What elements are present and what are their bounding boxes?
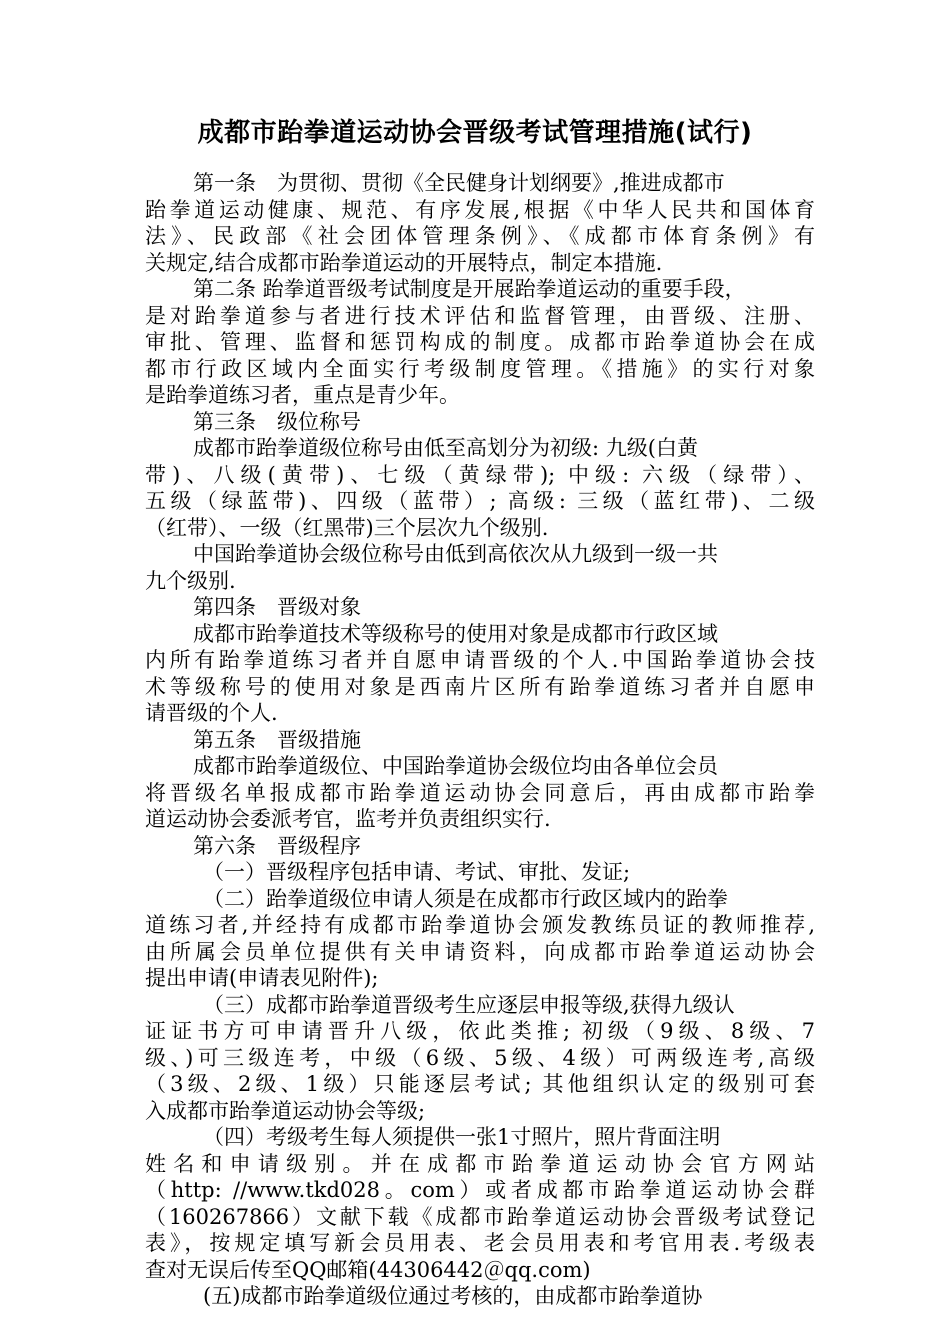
article-heading: 第四条 晋级对象 — [193, 595, 361, 619]
paragraph-line: 级、)可三级连考，中级（6级、5级、4级）可两级连考,高级 — [145, 1045, 815, 1070]
paragraph-line: 五级（绿蓝带)、四级（蓝带）; 高级: 三级（蓝红带)、二级 — [145, 489, 815, 513]
article-heading: 第五条 晋级措施 — [193, 727, 361, 752]
paragraph-line: 成都市跆拳道级位称号由低至高划分为初级: 九级(白黄 — [193, 436, 698, 460]
paragraph-line: 关规定,结合成都市跆拳道运动的开展特点，制定本措施. — [145, 250, 663, 275]
paragraph-line: （三）成都市跆拳道晋级考生应逐层申报等级,获得九级认 — [203, 992, 735, 1017]
paragraph-line: 都市行政区域内全面实行考级制度管理。《措施》的实行对象 — [145, 356, 815, 381]
paragraph-line: 道练习者,并经持有成都市跆拳道协会颁发教练员证的教师推荐, — [145, 913, 815, 937]
paragraph-line: 审批、管理、监督和惩罚构成的制度。成都市跆拳道协会在成 — [145, 330, 815, 354]
paragraph-line: （红带）、一级（红黑带)三个层次九个级别. — [145, 515, 549, 540]
paragraph-line: (五)成都市跆拳道级位通过考核的，由成都市跆拳道协 — [203, 1284, 703, 1308]
article-heading: 第六条 晋级程序 — [193, 833, 361, 858]
paragraph-line: 查对无误后传至QQ邮箱(44306442＠qq.com) — [145, 1257, 591, 1282]
paragraph-line: 成都市跆拳道级位、中国跆拳道协会级位均由各单位会员 — [193, 754, 718, 778]
paragraph-line: 术等级称号的使用对象是西南片区所有跆拳道练习者并自愿申 — [145, 674, 815, 699]
paragraph-line: 带)、八级(黄带)、七级（黄绿带); 中级: 六级（绿带）、 — [145, 462, 815, 487]
paragraph-line: 表》，按规定填写新会员用表、老会员用表和考官用表.考级表 — [145, 1231, 815, 1255]
article-heading: 第三条 级位称号 — [193, 409, 361, 434]
paragraph-line: 请晋级的个人. — [145, 701, 278, 725]
paragraph-line: （http: //www.tkd028。com）或者成都市跆拳道运动协会群 — [145, 1178, 815, 1202]
paragraph-line: 姓名和申请级别。并在成都市跆拳道运动协会官方网站 — [145, 1151, 815, 1176]
document-title: 成都市跆拳道运动协会晋级考试管理措施(试行) — [197, 118, 753, 148]
paragraph-line: 由所属会员单位提供有关申请资料，向成都市跆拳道运动协会 — [145, 939, 815, 964]
paragraph-line: 将晋级名单报成都市跆拳道运动协会同意后，再由成都市跆拳 — [145, 780, 815, 805]
paragraph-line: 中国跆拳道协会级位称号由低到高依次从九级到一级一共 — [193, 542, 718, 566]
paragraph-line: （3级、2级、1级）只能逐层考试; 其他组织认定的级别可套 — [145, 1072, 815, 1096]
paragraph-line: 证证书方可申请晋升八级，依此类推; 初级（9级、8级、7 — [145, 1019, 815, 1043]
paragraph-line: 道运动协会委派考官，监考并负责组织实行. — [145, 807, 551, 831]
paragraph-line: 入成都市跆拳道运动协会等级; — [145, 1098, 426, 1123]
document-body — [145, 170, 815, 1310]
paragraph-line: 第一条 为贯彻、贯彻《全民健身计划纲要》,推进成都市 — [193, 171, 725, 195]
paragraph-line: 提出申请(申请表见附件); — [145, 966, 379, 990]
paragraph-line: 内所有跆拳道练习者并自愿申请晋级的个人.中国跆拳道协会技 — [145, 648, 815, 672]
paragraph-line: 成都市跆拳道技术等级称号的使用对象是成都市行政区域 — [193, 621, 718, 646]
paragraph-line: 是对跆拳道参与者进行技术评估和监督管理，由晋级、注册、 — [145, 303, 815, 328]
paragraph-line: （二）跆拳道级位申请人须是在成都市行政区域内的跆拳 — [203, 886, 728, 911]
paragraph-line: 跆拳道运动健康、规范、有序发展,根据《中华人民共和国体育 — [145, 197, 815, 222]
paragraph-line: 是跆拳道练习者，重点是青少年。 — [145, 383, 460, 407]
paragraph-line: 第二条 跆拳道晋级考试制度是开展跆拳道运动的重要手段， — [193, 277, 746, 301]
paragraph-line: （一）晋级程序包括申请、考试、审批、发证; — [203, 860, 631, 884]
paragraph-line: （160267866）文献下载《成都市跆拳道运动协会晋级考试登记 — [145, 1204, 815, 1229]
paragraph-line: 九个级别. — [145, 568, 236, 593]
paragraph-line: 法》、民政部《社会团体管理条例》、《成都市体育条例》有 — [145, 224, 815, 248]
paragraph-line: （四）考级考生每人须提供一张1寸照片，照片背面注明 — [203, 1125, 721, 1149]
